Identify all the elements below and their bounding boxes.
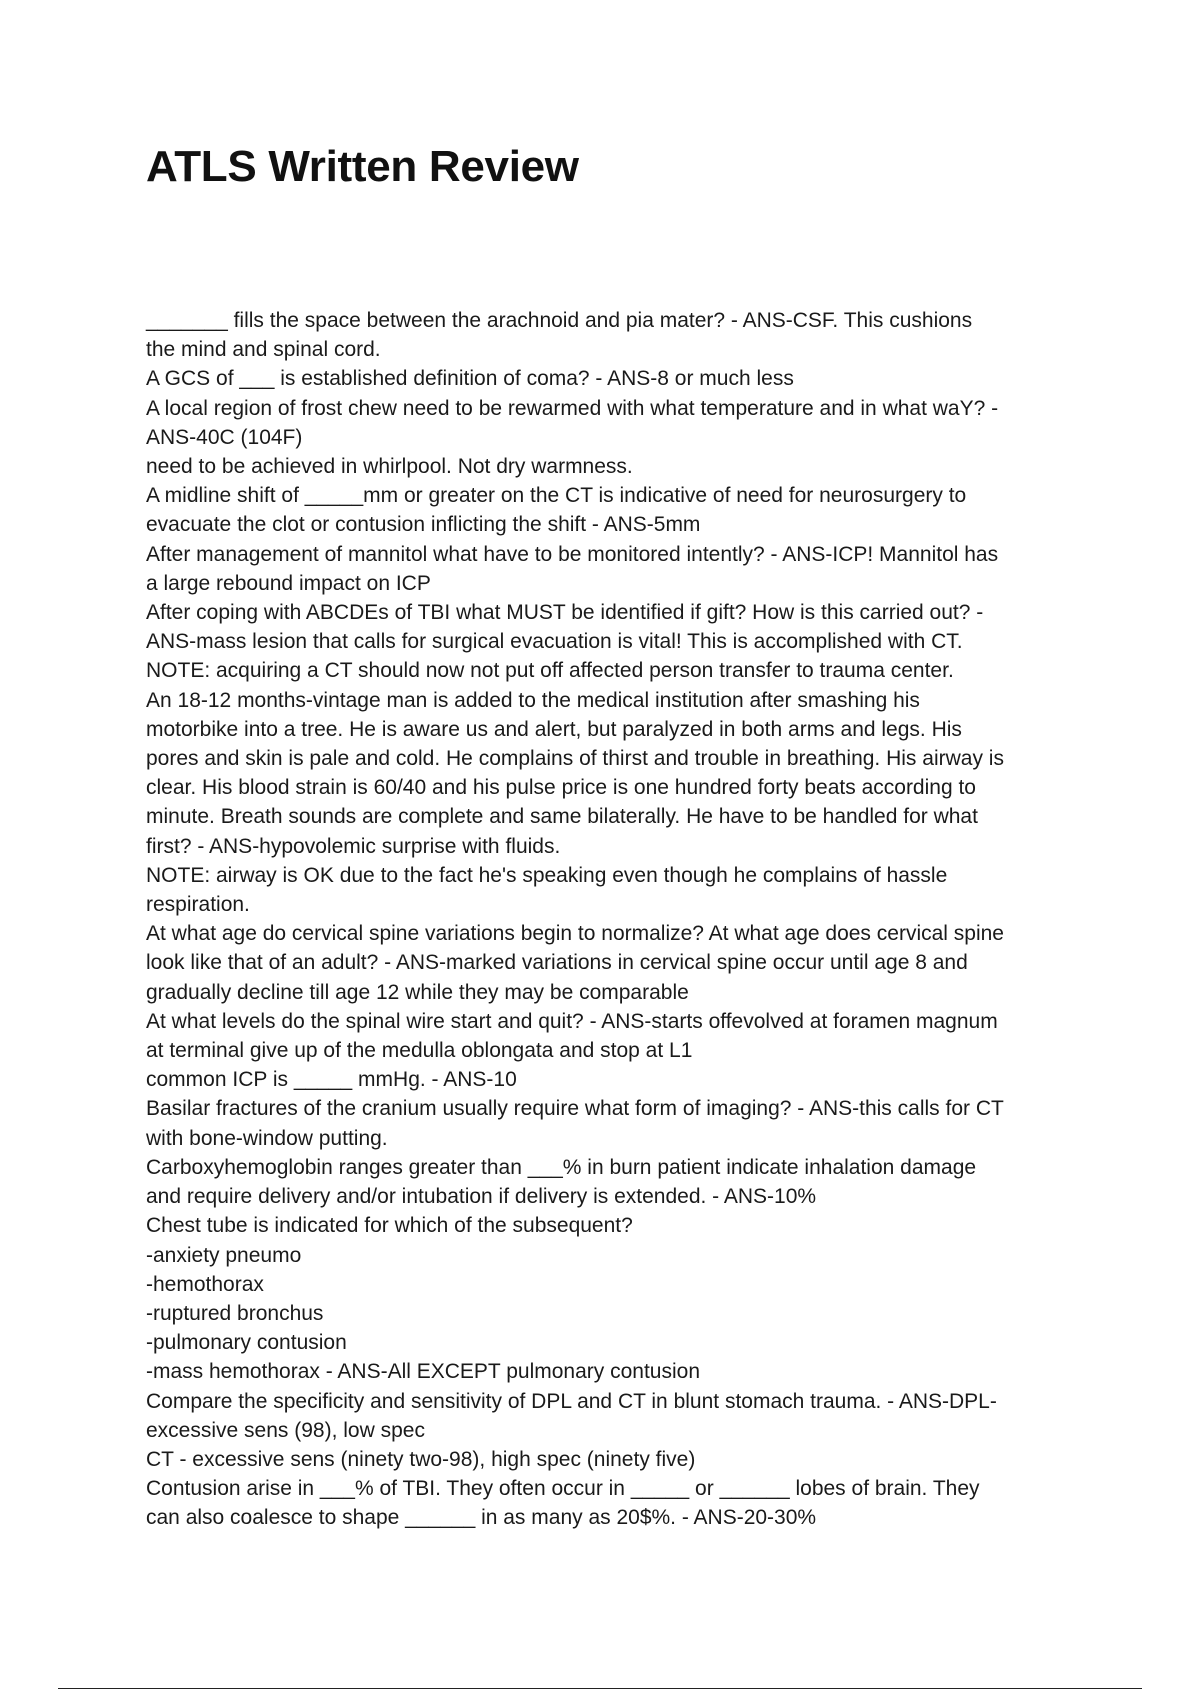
text-line: An 18-12 months-vintage man is added to the medical institution after smashing his [146,688,920,712]
text-line: At what age do cervical spine variations begin to normalize? At what age does cervical spine [146,922,1004,946]
text-line: Contusion arise in ___% of TBI. They often occur in _____ or ______ lobes of brain. They [146,1477,980,1501]
text-line: A midline shift of _____mm or greater on the CT is indicative of need for neurosurgery to [146,484,967,508]
text-line: a large rebound impact on ICP [146,571,431,595]
text-line: NOTE: airway is OK due to the fact he's speaking even though he complains of hassle [146,863,948,887]
text-line: Chest tube is indicated for which of the subsequent? [146,1214,633,1238]
text-line: common ICP is _____ mmHg. - ANS-10 [146,1068,517,1092]
document-body [146,306,1076,1533]
text-line: -ruptured bronchus [146,1301,324,1325]
text-line: -anxiety pneumo [146,1243,302,1267]
text-line: ANS-40C (104F) [146,425,303,449]
text-line: CT - excessive sens (ninety two-98), high spec (ninety five) [146,1447,696,1471]
text-line: NOTE: acquiring a CT should now not put off affected person transfer to trauma center. [146,659,954,683]
text-line: Compare the specificity and sensitivity of DPL and CT in blunt stomach trauma. - ANS-DPL- [146,1389,997,1413]
page-title: ATLS Written Review [146,142,579,191]
text-line: can also coalesce to shape ______ in as many as 20$%. - ANS-20-30% [146,1506,817,1530]
text-line: excessive sens (98), low spec [146,1418,425,1442]
text-line: with bone-window putting. [146,1126,388,1150]
text-line: look like that of an adult? - ANS-marked variations in cervical spine occur until age 8 and [146,951,968,975]
text-line: _______ fills the space between the arachnoid and pia mater? - ANS-CSF. This cushions [146,309,973,332]
text-line: minute. Breath sounds are complete and same bilaterally. He have to be handled for what [146,805,978,829]
text-line: -hemothorax [146,1272,264,1296]
text-line: ANS-mass lesion that calls for surgical evacuation is vital! This is accomplished with CT. [146,630,963,654]
text-line: and require delivery and/or intubation if delivery is extended. - ANS-10% [146,1185,817,1209]
text-line: at terminal give up of the medulla oblongata and stop at L1 [146,1039,693,1063]
text-line: clear. His blood strain is 60/40 and his pulse price is one hundred forty beats according to [146,776,976,800]
text-line: A local region of frost chew need to be rewarmed with what temperature and in what waY? - [146,396,999,420]
text-line: A GCS of ___ is established definition of coma? - ANS-8 or much less [146,367,794,391]
text-line: motorbike into a tree. He is aware us and alert, but paralyzed in both arms and legs. His [146,717,962,741]
text-line: need to be achieved in whirlpool. Not dry warmness. [146,455,633,479]
text-line: pores and skin is pale and cold. He complains of thirst and trouble in breathing. His airway is [146,747,1004,771]
text-line: first? - ANS-hypovolemic surprise with fluids. [146,834,561,858]
footer-divider [58,1688,1142,1689]
text-line: respiration. [146,893,250,917]
text-line: At what levels do the spinal wire start and quit? - ANS-starts offevolved at foramen magnum [146,1009,998,1033]
text-line: Carboxyhemoglobin ranges greater than ___% in burn patient indicate inhalation damage [146,1155,977,1179]
text-line: -mass hemothorax - ANS-All EXCEPT pulmonary contusion [146,1360,700,1384]
text-line: evacuate the clot or contusion inflicting the shift - ANS-5mm [146,513,701,537]
text-line: -pulmonary contusion [146,1331,347,1355]
text-line: After management of mannitol what have to be monitored intently? - ANS-ICP! Mannitol has [146,542,999,566]
text-line: gradually decline till age 12 while they may be comparable [146,980,689,1004]
text-line: After coping with ABCDEs of TBI what MUST be identified if gift? How is this carried out? - [146,601,984,625]
text-line: the mind and spinal cord. [146,338,381,362]
text-line: Basilar fractures of the cranium usually require what form of imaging? - ANS-this calls for CT [146,1097,1004,1121]
